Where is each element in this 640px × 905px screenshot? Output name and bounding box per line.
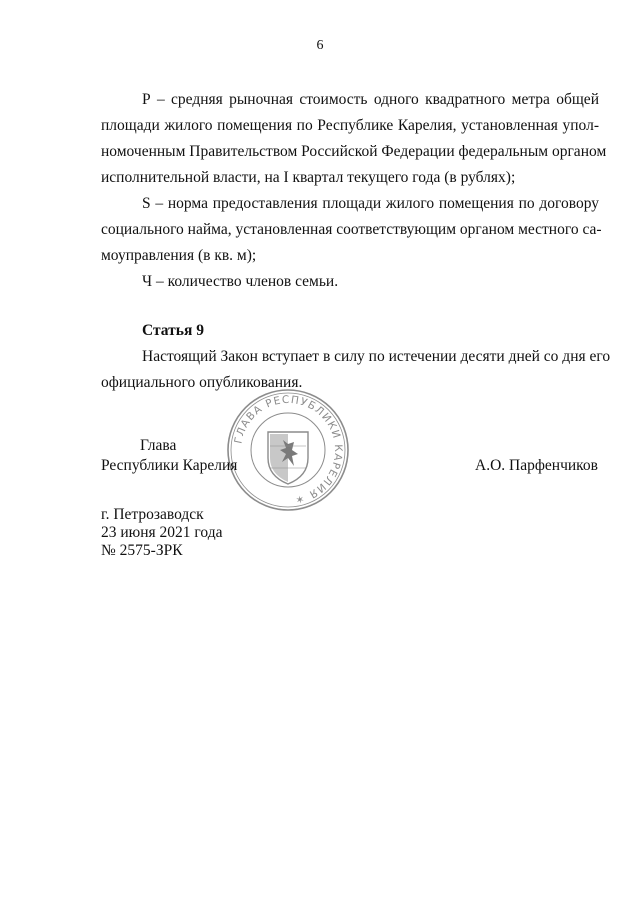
signature-position-line-2: Республики Карелия: [101, 457, 238, 474]
article-line-2: официального опубликования.: [101, 374, 303, 391]
signature-name: А.О. Парфенчиков: [475, 457, 598, 474]
definition-s-line-1: S – норма предоставления площади жилого помещения по договору: [142, 195, 599, 212]
definition-p-line-4: исполнительной власти, на I квартал текущего года (в рублях);: [101, 169, 516, 186]
definition-p-line-1: Р – средняя рыночная стоимость одного квадратного метра общей: [142, 91, 599, 108]
footer-number: № 2575-ЗРК: [101, 542, 183, 559]
definition-p-line-3: номоченным Правительством Российской Федерации федеральным органом: [101, 143, 607, 160]
definition-s-line-3: моуправления (в кв. м);: [101, 247, 257, 264]
article-line-1: Настоящий Закон вступает в силу по истечении десяти дней со дня его: [142, 348, 611, 365]
footer-date: 23 июня 2021 года: [101, 524, 223, 541]
signature-position-line-1: Глава: [140, 437, 177, 454]
footer-city: г. Петрозаводск: [101, 506, 204, 523]
article-title: Статья 9: [142, 322, 204, 339]
page-number: 6: [316, 38, 324, 53]
coat-of-arms-icon: [268, 432, 308, 484]
official-seal-stamp: [226, 388, 350, 512]
definition-ch-line: Ч – количество членов семьи.: [142, 273, 339, 290]
definition-p-line-2: площади жилого помещения по Республике Карелия, установленная упол-: [101, 117, 599, 134]
seal-text: ГЛАВА РЕСПУБЛИКИ КАРЕЛИЯ ✶: [232, 393, 345, 506]
definition-s-line-2: социального найма, установленная соответствующим органом местного са-: [101, 221, 602, 238]
